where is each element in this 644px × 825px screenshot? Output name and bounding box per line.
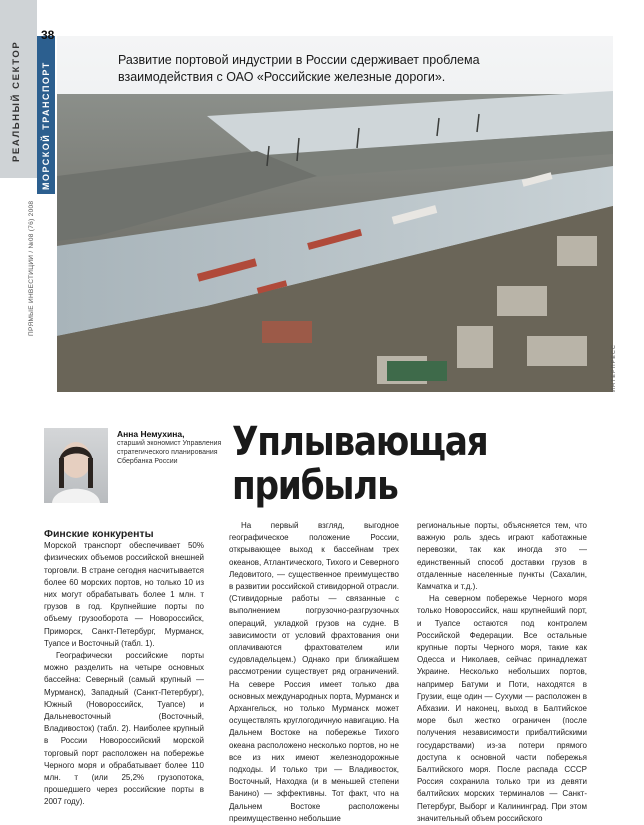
article-headline xyxy=(232,420,550,508)
photo-caption: Развитие портовой индустрии в России сдерживает проблема взаимодействия с ОАО «Российские железные дороги». xyxy=(118,53,480,84)
paragraph: Географически российские порты можно разделить на четыре основных бассейна: Северный (самый крупный — Мурманск), Западный (Санкт-Петербург), Южный (Новороссийск, Туапсе) и Дальневосточный (Восточный, Владивосток) (табл. 2). Наиболее крупный в России Новороссийский морской торговый порт расположен на побережье Черного моря и обрабатывает более 110 млн. т (или 25,2% грузопотока, прошедшего через российские порты в 2007 году). xyxy=(44,651,204,807)
article-column-1 xyxy=(44,528,204,809)
article-column-3 xyxy=(417,520,587,825)
article-column-2 xyxy=(229,520,399,825)
paragraph: региональные порты, объясняется тем, что важную роль здесь играют каботажные перевозки, так как иногда это — единственный способ доставки грузов в отдаленные населенные пункты (Сахалин, Камчатка и т.д.). xyxy=(417,521,587,592)
page-number: 38 xyxy=(41,28,55,42)
issue-label: ПРЯМЫЕ ИНВЕСТИЦИИ / №08 (76) 2008 xyxy=(28,200,35,336)
paragraph: На первый взгляд, выгодное географическое положение России, открывающее выход к бассейнам трех океанов, Атлантического, Тихого и Северного Ледовитого, — существенное преимущество в развитии российской стивидорной отрасли. (Стивидорные работы — связанные с выполнением погрузочно-разгрузочных операций, укладкой грузов на судне. В зависимости от условий фрахтования они оплачиваются фрахтователем или судовладельцем.) Однако при ближайшем рассмотрении существует ряд ограничений. На севере Россия имеет только два основных международных порта, Мурманск и Архангельск, но только Мурманск может осуществлять круглогодичную навигацию. На Дальнем Востоке на побережье Тихого океана расположено несколько портов, но не все из них имеют железнодорожные подходы. И только три — Владивосток, Восточный, Находка (и в меньшей степени Ванино) — эффективны. Тот факт, что на Дальнем Востоке расположены преимущественно небольшие xyxy=(229,521,399,823)
author-info xyxy=(117,430,227,466)
author-role: старший экономист Управления стратегического планирования Сбербанка России xyxy=(117,440,222,465)
section-topic-label: МОРСКОЙ ТРАНСПОРТ xyxy=(41,61,51,190)
author-name: Анна Немухина, xyxy=(117,429,185,439)
headline-line-2: прибыль xyxy=(232,463,398,509)
paragraph: На северном побережье Черного моря только Новороссийск, наш крупнейший порт, и Туапсе остаются под контролем Российской Федерации. Все остальные крупные порты Черного моря, такие как Одесса и Николаев, сейчас принадлежат Украине. Несколько небольших портов, например Батуми и Поти, находятся в Грузии, еще один — Сухуми — расположен в Абхазии. И наконец, выход в Балтийское море был жестко ограничен (после получения независимости прибалтийскими государствами) из-за потери прямого доступа к основной части побережья Балтийского моря. После распада СССР Россия сохранила только три из девяти балтийских морских терминалов — Санкт-Петербург, Выборг и Калининград. При этом значительный объем российского xyxy=(417,594,587,823)
author-photo xyxy=(44,428,108,503)
section-subheading: Финские конкуренты xyxy=(44,528,154,540)
port-aerial-photo xyxy=(57,36,613,392)
section-sector-label: РЕАЛЬНЫЙ СЕКТОР xyxy=(11,40,22,162)
photo-credit: ИНТЕРПРЕСС xyxy=(611,344,617,392)
headline-line-1: Уплывающая xyxy=(232,419,488,465)
paragraph: Морской транспорт обеспечивает 50% физических объемов российской внешней торговли. В стране сегодня насчитывается более 60 морских портов, но только 10 из них могут обрабатывать более 1 млн. т грузов в год. Крупнейшие порты по объему грузооборота — Новороссийск, Приморск, Санкт-Петербург, Мурманск, Туапсе и Восточный (табл. 1). xyxy=(44,541,204,648)
